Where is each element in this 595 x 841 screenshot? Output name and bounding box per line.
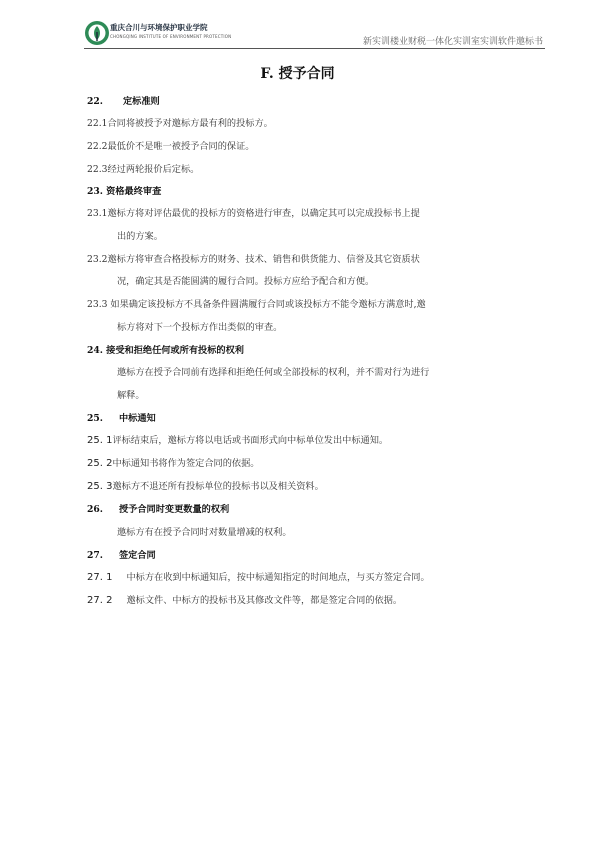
clause-24-line2: 解释。 xyxy=(117,390,145,401)
clause-23-2-line1: 23.2邀标方将审查合格投标方的财务、技术、销售和供货能力、信誉及其它资质状 xyxy=(87,254,420,265)
clause-title: 签定合同 xyxy=(118,550,156,561)
clause-text: 评标结束后，邀标方将以电话或书面形式向中标单位发出中标通知。 xyxy=(112,435,389,446)
clause-title: 中标通知 xyxy=(118,413,156,424)
clause-number: 27. 1 xyxy=(87,572,113,583)
section-title: F. 授予合同 xyxy=(260,66,335,82)
clause-27-heading xyxy=(87,550,156,562)
clause-25-heading xyxy=(87,413,156,425)
clause-text: 中标通知书将作为签定合同的依据。 xyxy=(112,458,260,469)
clause-title: 授予合同时变更数量的权利 xyxy=(118,504,230,515)
clause-25-2 xyxy=(87,458,259,470)
clause-24-heading: 24. 接受和拒绝任何或所有投标的权利 xyxy=(87,345,244,356)
clause-text: 邀标文件、中标方的投标书及其修改文件等，都是签定合同的依据。 xyxy=(126,595,403,606)
clause-23-3-line1: 23.3 如果确定该投标方不具备条件圆满履行合同或该投标方不能令邀标方满意时,邀 xyxy=(87,299,426,310)
clause-23-3-line2: 标方将对下一个投标方作出类似的审查。 xyxy=(117,322,283,333)
clause-number: 27. xyxy=(87,550,103,561)
institution-logo xyxy=(84,20,294,46)
page-header xyxy=(84,18,545,49)
clause-22-heading xyxy=(87,96,160,108)
clause-26-heading xyxy=(87,504,229,516)
clause-text: 中标方在收到中标通知后，按中标通知指定的时间地点，与买方签定合同。 xyxy=(126,572,430,583)
institution-name: 重庆合川与环境保护职业学院 xyxy=(110,23,208,32)
clause-27-2 xyxy=(87,595,402,607)
clause-number: 27. 2 xyxy=(87,595,113,606)
clause-number: 25. 1 xyxy=(87,435,113,446)
header-document-title: 新实训楼业财税一体化实训室实训软件邀标书 xyxy=(362,37,543,47)
clause-23-1-line1: 23.1邀标方将对评估最优的投标方的资格进行审查，以确定其可以完成投标书上提 xyxy=(87,208,420,219)
institution-emblem-icon xyxy=(84,20,110,46)
clause-23-heading: 23. 资格最终审查 xyxy=(87,186,162,197)
clause-number: 22. xyxy=(87,96,103,107)
clause-number: 25. xyxy=(87,413,103,424)
clause-23-2-line2: 况，确定其是否能圆满的履行合同。投标方应给予配合和方便。 xyxy=(117,276,375,287)
clause-24-line1: 邀标方在授予合同前有选择和拒绝任何或全部投标的权利，并不需对行为进行 xyxy=(117,367,430,378)
institution-english-name: CHONGQING INSTITUTE OF ENVIRONMENT PROTECTION xyxy=(110,34,232,39)
clause-number: 25. 3 xyxy=(87,481,113,492)
clause-23-1-line2: 出的方案。 xyxy=(117,231,163,242)
clause-27-1 xyxy=(87,572,430,584)
clause-25-3 xyxy=(87,481,324,493)
clause-text: 邀标方不退还所有投标单位的投标书以及相关资料。 xyxy=(112,481,324,492)
clause-title: 定标准则 xyxy=(122,96,160,107)
clause-22-1: 22.1合同将被授予对邀标方最有利的投标方。 xyxy=(87,118,273,129)
clause-number: 26. xyxy=(87,504,103,515)
clause-26-line1: 邀标方有在授予合同时对数量增减的权利。 xyxy=(117,527,292,538)
clause-22-3: 22.3经过两轮报价后定标。 xyxy=(87,164,200,175)
clause-22-2: 22.2最低价不是唯一被授予合同的保证。 xyxy=(87,141,255,152)
clause-number: 25. 2 xyxy=(87,458,113,469)
clause-25-1 xyxy=(87,435,388,447)
